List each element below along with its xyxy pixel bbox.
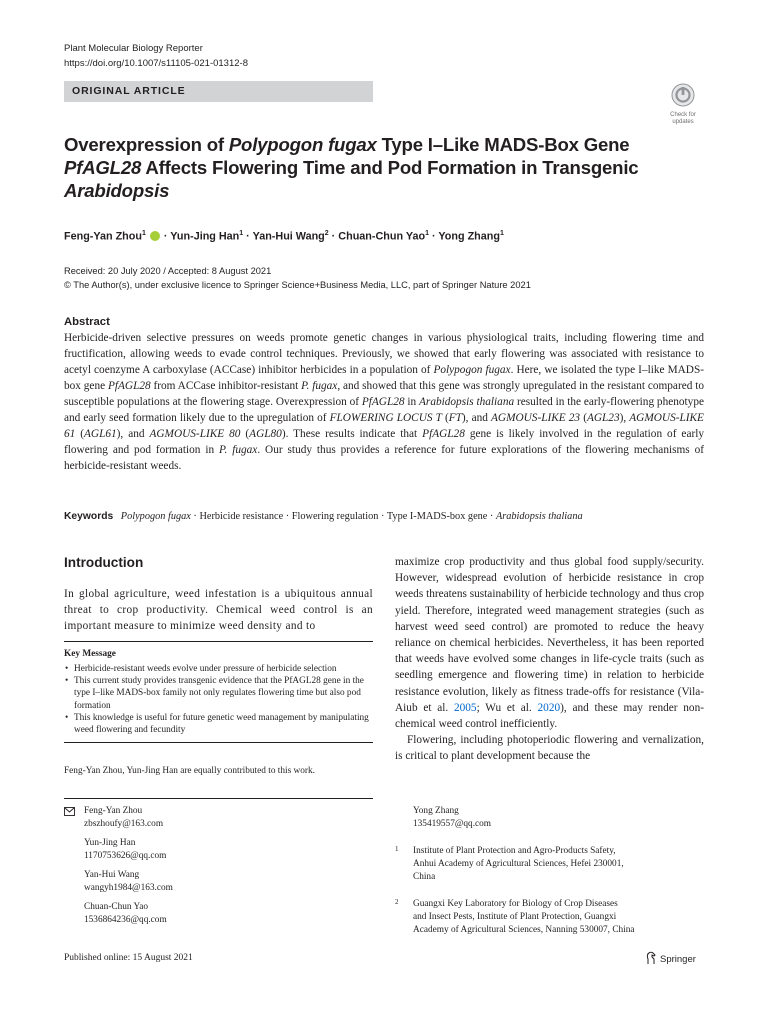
affiliation-line: Academy of Agricultural Sciences, Nanning 530007, China	[413, 925, 635, 935]
author-separator: ·	[428, 230, 439, 243]
affiliation	[395, 845, 703, 884]
footnote-divider	[64, 798, 373, 799]
key-message-item: • This current study provides transgenic evidence that the PfAGL28 gene in the type I–like MADS-box family not only regulates flowering time but also pod formation	[65, 676, 364, 711]
abstract-italic: AGL23	[586, 412, 620, 424]
check-for-updates-badge[interactable]	[664, 83, 702, 125]
check-for-updates-line2: updates	[672, 119, 694, 125]
affiliations-block	[395, 805, 703, 937]
contact-email[interactable]: wangyh1984@163.com	[84, 883, 173, 893]
article-dates	[64, 264, 704, 292]
key-message-item: • Herbicide-resistant weeds evolve under pressure of herbicide selection	[65, 664, 337, 674]
received-accepted: Received: 20 July 2020 / Accepted: 8 August 2021	[64, 266, 272, 276]
journal-header	[64, 41, 248, 71]
abstract-text: (	[240, 428, 250, 440]
keyword-separator: ·	[190, 511, 200, 522]
abstract-text: ), and	[116, 428, 150, 440]
author-name[interactable]: Feng-Yan Zhou	[64, 230, 142, 243]
contact	[84, 805, 374, 831]
intro-text: ; Wu et al.	[476, 701, 538, 714]
affiliation-number: 2	[395, 898, 399, 906]
abstract-text: ). These results indicate that	[281, 428, 423, 440]
contact-email[interactable]: 135419557@qq.com	[413, 819, 492, 829]
affiliation-line: and Insect Pests, Institute of Plant Protection, Guangxi	[413, 912, 617, 922]
affiliation-number: 1	[395, 845, 399, 853]
crossmark-icon	[671, 83, 695, 107]
contact	[84, 869, 374, 895]
abstract-italic: PfAGL28	[361, 396, 405, 408]
check-for-updates-line1: Check for	[670, 112, 696, 118]
citation-link[interactable]: 2005	[453, 701, 477, 714]
contact-name: Yan-Hui Wang	[84, 870, 140, 880]
contact-email[interactable]: zbszhoufy@163.com	[84, 819, 164, 829]
abstract-text: . Our study thus provides a reference for future explorations of the flowering mechanisms of herbicide-resistant weeds.	[64, 444, 704, 472]
published-online: Published online: 15 August 2021	[64, 953, 193, 963]
affiliation-line: Anhui Academy of Agricultural Sciences, Hefei 230001,	[413, 859, 624, 869]
keyword: Polypogon fugax	[120, 511, 191, 522]
keyword-separator: ·	[378, 511, 387, 522]
corresponding-authors	[84, 805, 374, 933]
orcid-icon[interactable]	[150, 231, 160, 241]
article-title	[64, 133, 704, 202]
abstract-italic: AGMOUS-LIKE 23	[491, 412, 581, 424]
contact-name: Chuan-Chun Yao	[84, 902, 149, 912]
abstract-text: resulted in the early-flowering phenotype and early seed formation likely due to the upregulation of	[64, 396, 704, 424]
keyword: Type I-MADS-box gene	[386, 511, 488, 522]
author-affiliation: 1	[499, 230, 504, 237]
abstract-body	[64, 330, 704, 474]
abstract-italic: FLOWERING LOCUS T	[329, 412, 442, 424]
envelope-icon	[64, 807, 75, 816]
author-list	[64, 226, 704, 245]
keyword-separator: ·	[487, 511, 496, 522]
keyword-separator: ·	[283, 511, 292, 522]
keywords	[64, 509, 704, 524]
author-name[interactable]: Yun-Jing Han	[170, 230, 240, 243]
abstract-italic: PfAGL28	[107, 380, 151, 392]
abstract-text: (	[580, 412, 587, 424]
title-plant: Arabidopsis	[64, 180, 170, 201]
intro-paragraph: Flowering, including photoperiodic flowering and vernalization, is critical to plant development because the	[395, 734, 704, 763]
keyword: Herbicide resistance	[199, 511, 284, 522]
publisher-name: Springer	[660, 954, 696, 965]
author-name[interactable]: Yong Zhang	[438, 230, 500, 243]
contact	[413, 805, 703, 831]
author-name[interactable]: Chuan-Chun Yao	[338, 230, 426, 243]
doi-link[interactable]: https://doi.org/10.1007/s11105-021-01312-8	[64, 58, 248, 69]
springer-horse-icon	[645, 951, 657, 965]
equal-contribution-note: Feng-Yan Zhou, Yun-Jing Han are equally contributed to this work.	[64, 766, 315, 776]
keyword: Arabidopsis thaliana	[495, 511, 583, 522]
key-message-title: Key Message	[64, 649, 116, 659]
abstract-text: gene is likely involved in the regulation of early flowering and pod formation in	[64, 428, 705, 456]
abstract-italic: AGMOUS-LIKE 61	[64, 412, 704, 440]
key-message-list	[64, 663, 373, 736]
contact-email[interactable]: 1170753626@qq.com	[84, 851, 167, 861]
key-message-item: • This knowledge is useful for future genetic weed management by manipulating weed flowering and fecundity	[65, 712, 369, 736]
introduction-heading: Introduction	[64, 555, 144, 570]
intro-text: ), and these may render non-chemical weed control inefficiently.	[395, 701, 704, 731]
author-separator: ·	[328, 230, 339, 243]
abstract-text: Herbicide-driven selective pressures on weeds promote genetic changes in various physiological traits, including flowering time and fructification, allowing weeds to evade control techniques. Previously, we showed that early flowering was associated with resistance to acetyl coenzyme A carboxylase (ACCase) inhibitor herbicides in a population of	[64, 332, 704, 376]
abstract-text: ),	[619, 412, 630, 424]
key-message-text: This knowledge is useful for future genetic weed management by manipulating weed flowering and fecundity	[74, 712, 369, 736]
publisher-logo	[645, 951, 696, 967]
abstract-text: . Here, we isolated the type I–like MADS-box gene	[64, 364, 704, 392]
affiliation-line: Institute of Plant Protection and Agro-Products Safety,	[413, 846, 616, 856]
abstract-italic: P. fugax	[219, 444, 258, 456]
article-type-banner: ORIGINAL ARTICLE	[64, 81, 373, 102]
citation-link[interactable]: 2020	[537, 701, 561, 714]
abstract-italic: AGL80	[249, 428, 282, 440]
author-affiliation: 2	[324, 230, 329, 237]
keywords-label: Keywords	[64, 511, 114, 522]
author-separator: ·	[243, 230, 253, 243]
author-affiliation: 1	[425, 230, 429, 237]
author-name[interactable]: Yan-Hui Wang	[252, 230, 325, 243]
journal-name: Plant Molecular Biology Reporter	[64, 43, 203, 54]
abstract-text: ), and	[461, 412, 492, 424]
title-part: Type I–Like MADS-Box Gene	[376, 134, 630, 155]
author-affiliation: 1	[239, 230, 244, 237]
key-message-box	[64, 641, 373, 743]
key-message-text: This current study provides transgenic evidence that the PfAGL28 gene in the type I–like MADS-box family not only regulates flowering time but also pod formation	[74, 676, 364, 711]
contact	[84, 901, 374, 927]
abstract-heading: Abstract	[64, 316, 110, 328]
abstract-text: (	[75, 428, 85, 440]
title-part: Overexpression of	[64, 134, 229, 155]
contact-email[interactable]: 1536864236@qq.com	[84, 915, 167, 925]
abstract-italic: FT	[448, 412, 462, 424]
affiliation-line: Guangxi Key Laboratory for Biology of Crop Diseases	[413, 899, 618, 909]
intro-text: maximize crop productivity and thus global food supply/security. However, widespread evolution of herbicide resistance in crop weeds threatens sustainability of herbicide technology and thus crop yield. Therefore, integrated weed management strategies (such as harvest weed seed control) are promoted to reduce the heavy reliance on chemical herbicides. Nevertheless, it has been reported that weeds have evolved some changes in life-cycle traits (such as seedling emergence and flowering time) in relation to herbicide resistance evolution, likely as fitness trade-offs for resistance (Vila-Aiub et al.	[395, 556, 704, 714]
abstract-italic: AGL61	[84, 428, 117, 440]
abstract-italic: P. fugax	[301, 380, 338, 392]
affiliation-line: China	[413, 872, 436, 882]
abstract-text: in	[404, 396, 420, 408]
intro-paragraph	[395, 554, 704, 732]
contact	[84, 837, 374, 863]
title-gene: PfAGL28	[64, 157, 142, 178]
author-affiliation: 1	[141, 230, 146, 237]
title-species: Polypogon fugax	[228, 134, 377, 155]
abstract-italic: AGMOUS-LIKE 80	[149, 428, 241, 440]
abstract-italic: PfAGL28	[422, 428, 465, 440]
author-separator: ·	[160, 230, 171, 243]
keyword: Flowering regulation	[291, 511, 379, 522]
abstract-italic: Arabidopsis thaliana	[419, 396, 515, 408]
introduction-left-text: In global agriculture, weed infestation is a ubiquitous annual threat to crop productivity. Chemical weed control is an important measure to minimize weed density and to	[64, 588, 373, 633]
affiliation	[395, 898, 703, 937]
abstract-italic: Polypogon fugax	[433, 364, 511, 376]
contact-name: Yun-Jing Han	[84, 838, 136, 848]
key-message-text: Herbicide-resistant weeds evolve under pressure of herbicide selection	[74, 664, 337, 674]
contact-name: Yong Zhang	[413, 806, 459, 816]
abstract-text: (	[441, 412, 449, 424]
abstract-text: , and showed that this gene was strongly upregulated in the resistant compared to susceptible populations at the flowering stage. Overexpression of	[64, 380, 704, 408]
copyright-line: © The Author(s), under exclusive licence to Springer Science+Business Media, LLC, part of Springer Nature 2021	[64, 280, 531, 290]
title-part: Affects Flowering Time and Pod Formation in Transgenic	[141, 157, 639, 178]
contact-name: Feng-Yan Zhou	[84, 806, 143, 816]
introduction-right-text	[395, 554, 704, 765]
abstract-text: from ACCase inhibitor-resistant	[150, 380, 302, 392]
